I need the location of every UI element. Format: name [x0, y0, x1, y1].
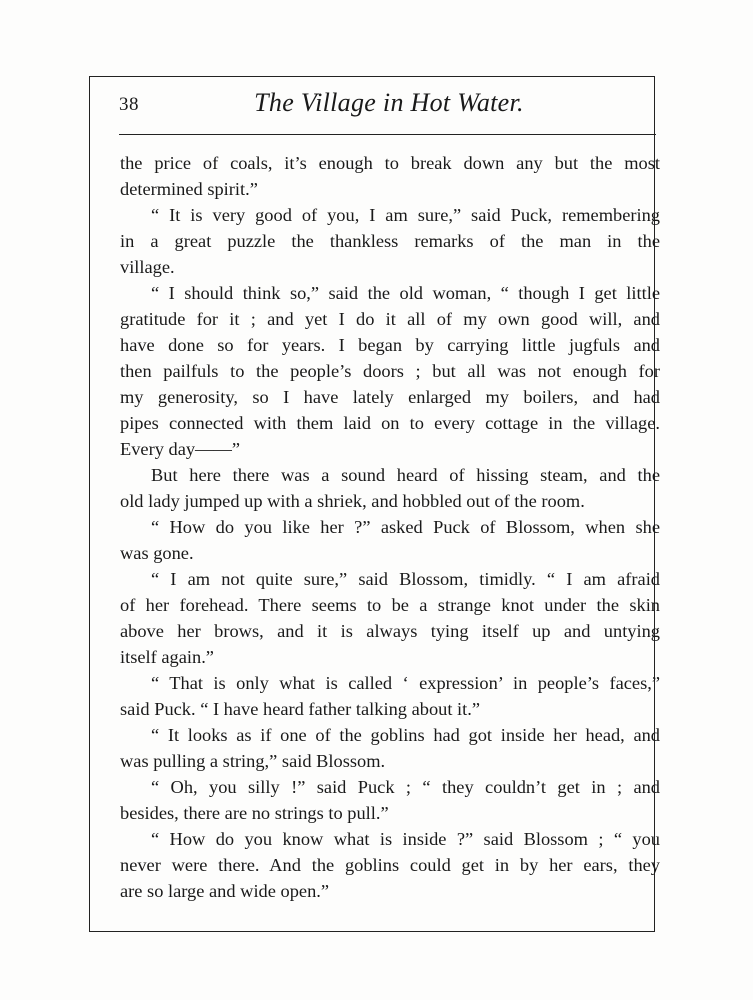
text-line: have done so for years. I began by carrying little jugfuls and [120, 335, 660, 355]
text-line: village. [120, 257, 175, 277]
text-line: old lady jumped up with a shriek, and hobbled out of the room. [120, 491, 585, 511]
text-line: “ It looks as if one of the goblins had got inside her head, and [151, 725, 660, 745]
text-line: in a great puzzle the thankless remarks of the man in the [120, 231, 660, 251]
text-line: never were there. And the goblins could get in by her ears, they [120, 855, 660, 875]
text-line: gratitude for it ; and yet I do it all of my own good will, and [120, 309, 660, 329]
text-line: besides, there are no strings to pull.” [120, 803, 389, 823]
text-line: then pailfuls to the people’s doors ; but all was not enough for [120, 361, 660, 381]
text-line: pipes connected with them laid on to every cottage in the village. [120, 413, 660, 433]
page-number: 38 [119, 94, 139, 115]
body-text [120, 150, 660, 904]
text-line: was pulling a string,” said Blossom. [120, 751, 386, 771]
text-line: But here there was a sound heard of hissing steam, and the [151, 465, 660, 485]
text-line: “ How do you like her ?” asked Puck of Blossom, when she [151, 517, 660, 537]
text-line: “ I am not quite sure,” said Blossom, timidly. “ I am afraid [151, 569, 660, 589]
text-line: of her forehead. There seems to be a strange knot under the skin [120, 595, 660, 615]
running-head [119, 88, 659, 124]
text-line: above her brows, and it is always tying itself up and untying [120, 621, 660, 641]
text-line: the price of coals, it’s enough to break down any but the most [120, 153, 660, 173]
text-line: Every day——” [120, 439, 241, 459]
text-line: itself again.” [120, 647, 214, 667]
text-line: my generosity, so I have lately enlarged my boilers, and had [120, 387, 660, 407]
text-line: “ I should think so,” said the old woman, “ though I get little [151, 283, 660, 303]
text-line: are so large and wide open.” [120, 881, 330, 901]
text-line: said Puck. “ I have heard father talking about it.” [120, 699, 481, 719]
text-line: was gone. [120, 543, 194, 563]
text-line: “ How do you know what is inside ?” said Blossom ; “ you [151, 829, 660, 849]
page-title: The Village in Hot Water. [254, 88, 524, 117]
text-line: “ Oh, you silly !” said Puck ; “ they couldn’t get in ; and [151, 777, 660, 797]
text-line: “ It is very good of you, I am sure,” said Puck, remembering [151, 205, 660, 225]
header-rule [119, 134, 656, 135]
text-line: determined spirit.” [120, 179, 258, 199]
text-line: “ That is only what is called ‘ expression’ in people’s faces,” [151, 673, 660, 693]
